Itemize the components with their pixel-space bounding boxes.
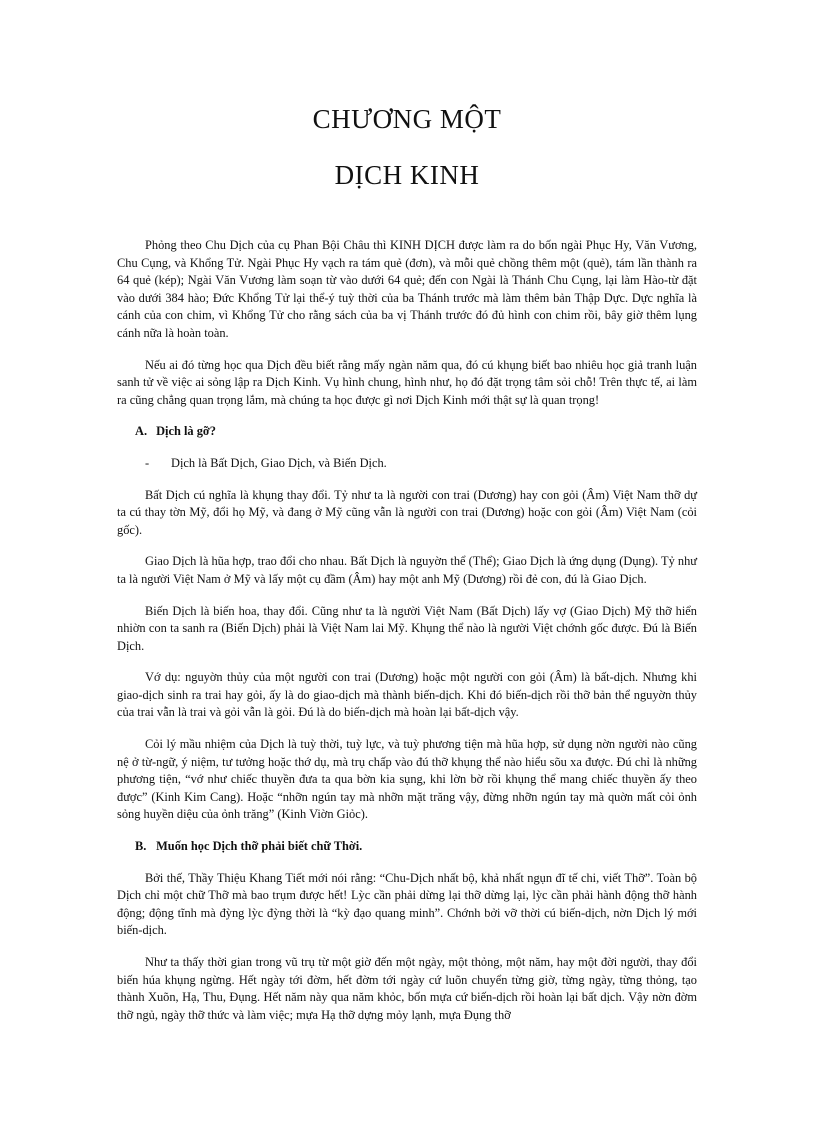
section-a-heading: [117, 423, 697, 441]
paragraph-example: Vớ dụ: nguyờn thủy của một người con trai (Dương) hoặc một người con gỏi (Âm) là bất-dịch. Nhưng khi giao-dịch sinh ra trai hay gỏi, ấy là do giao-dịch mà thành biến-dịch. Khi đó biến-dịch rồi thỡ bản thể nguyờn thủy của trai vẫn là trai và gỏi vẫn là gỏi. Đú là do biến-dịch mà hoàn lại bất-dịch vậy.: [117, 670, 697, 720]
section-b-letter: B.: [135, 839, 147, 854]
paragraph-mystery: Cỏi lý mầu nhiệm của Dịch là tuỳ thời, tuỳ lực, và tuỳ phương tiện mà hũa hợp, sử dụng nờn người nào cũng nệ ở từ-ngữ, ý niệm, tư tưởng hoặc thớ dụ, mà trụ chấp vào đú thỡ khụng thể nào hiểu sõu xa được. Đú chỉ là những phương tiện, “vớ như chiếc thuyền đưa ta qua bờn kia sụng, khi lờn bờ rồi khụng thể mang chiếc thuyền ấy theo được” (Kinh Kim Cang). Hoặc “nhỡn ngún tay mà nhỡn mặt trăng vậy, đừng nhỡn ngún tay mà quờn mất cỏi ỏnh sỏng huyền diệu của ỏnh trăng” (Kinh Viờn Giỏc).: [117, 737, 697, 822]
section-b-title: Muốn học Dịch thỡ phải biết chữ Thời.: [156, 839, 363, 854]
section-a-bullet: [117, 455, 697, 473]
paragraph-giao-dich: Giao Dịch là hũa hợp, trao đổi cho nhau. Bất Dịch là nguyờn thể (Thể); Giao Dịch là ứng dụng (Dụng). Tỷ như ta là người Việt Nam ở Mỹ và lấy một cụ đầm (Âm) hay một anh Mỹ (Dương) rồi đẻ con, đú là Giao Dịch.: [117, 554, 697, 586]
document-body: [117, 237, 697, 1024]
section-a-title: Dịch là gỡ?: [156, 424, 216, 439]
paragraph-bien-dich: Biến Dịch là biến hoa, thay đổi. Cũng như ta là người Việt Nam (Bất Dịch) lấy vợ (Giao Dịch) Mỹ thỡ hiển nhiờn con ta sanh ra (Biến Dịch) phải là Việt Nam lai Mỹ. Khụng thể nào là người Việt chớnh gốc được. Đú là Biến Dịch.: [117, 603, 697, 653]
paragraph-thieu-khang-tiet: Bởi thế, Thầy Thiệu Khang Tiết mới nói rằng: “Chu-Dịch nhất bộ, khả nhất ngụn đĩ tế chi, viết Thỡ”. Toàn bộ Dịch chỉ một chữ Thỡ mà bao trụm được hết! Lỳc cần phải dừng lại thỡ dừng lại, lỳc cần phải hành động thỡ hành động; động tĩnh mà đỳng lỳc đỳng thời là “kỳ đạo quang minh”. Chớnh bởi vỡ thời cú biến-dịch, nờn Dịch lý mới biến-dịch.: [117, 870, 697, 938]
paragraph-debate: Nếu ai đó từng học qua Dịch đều biết rằng mấy ngàn năm qua, đó cú khụng biết bao nhiêu học giả tranh luận sanh tử về việc ai sỏng lập ra Dịch Kinh. Vụ hình chung, hình như, họ đó đặt trọng tâm sỏi chỗ! Trên thực tế, ai làm ra cũng chẳng quan trọng lắm, mà chúng ta học được gì nơi Dịch Kinh mới thật sự là quan trọng!: [117, 357, 697, 407]
paragraph-intro: Phỏng theo Chu Dịch của cụ Phan Bội Châu thì KINH DỊCH được làm ra do bốn ngài Phục Hy, Văn Vương, Chu Cụng, và Khổng Tử. Ngài Phục Hy vạch ra tám quẻ (đơn), và mỗi quẻ chồng thêm một (quẻ), tám lần thành ra 64 quẻ (kép); Ngài Văn Vương làm soạn từ vào dưới 64 quẻ; đến con Ngài là Thánh Chu Cụng, lại làm Hào-từ đặt vào dưới 384 hào; Đức Khổng Tử lại thể-ý tuỳ thời của ba Thánh trước mà làm thêm bản Thập Dực. Dực nghĩa là cánh của con chim, vì Khổng Tử cho rằng sách của ba vị Thánh trước đó đủ hình con chim rồi, bây giờ thêm lụng cánh nữa là hoàn toàn.: [117, 238, 697, 340]
section-b-heading: [117, 838, 697, 856]
bullet-text: Dịch là Bất Dịch, Giao Dịch, và Biến Dịch.: [171, 455, 387, 470]
paragraph-time-cycle: Như ta thấy thời gian trong vũ trụ từ một giờ đến một ngày, một thỏng, một năm, hay một đời người, thay đổi biến húa khụng ngừng. Hết ngày tới đờm, hết đờm tới ngày cứ luõn chuyển từng giờ, từng ngày, từng thỏng, tạo thành Xuõn, Hạ, Thu, Đụng. Hết năm này qua năm khỏc, bốn mựa cứ biến-dịch rồi hoàn lại bất dịch. Vậy nờn đờm thỡ ngủ, ngày thỡ thức và làm việc; mựa Hạ thỡ dựng mỏy lạnh, mựa Đụng thỡ: [117, 955, 697, 1022]
bullet-dash: -: [145, 455, 150, 470]
chapter-title: DỊCH KINH: [334, 160, 480, 190]
paragraph-bat-dich: Bất Dịch cú nghĩa là khụng thay đổi. Tỷ như ta là người con trai (Dương) hay con gỏi (Âm) Việt Nam thỡ dự ta cú thay tờn Mỹ, đổi họ Mỹ, và đang ở Mỹ cũng vẫn là người con trai (Dương) hoặc con gỏi (Âm) Việt Nam (cỏi gốc).: [117, 487, 697, 537]
chapter-heading: CHƯƠNG MỘT: [312, 104, 502, 134]
section-a-letter: A.: [135, 424, 148, 439]
